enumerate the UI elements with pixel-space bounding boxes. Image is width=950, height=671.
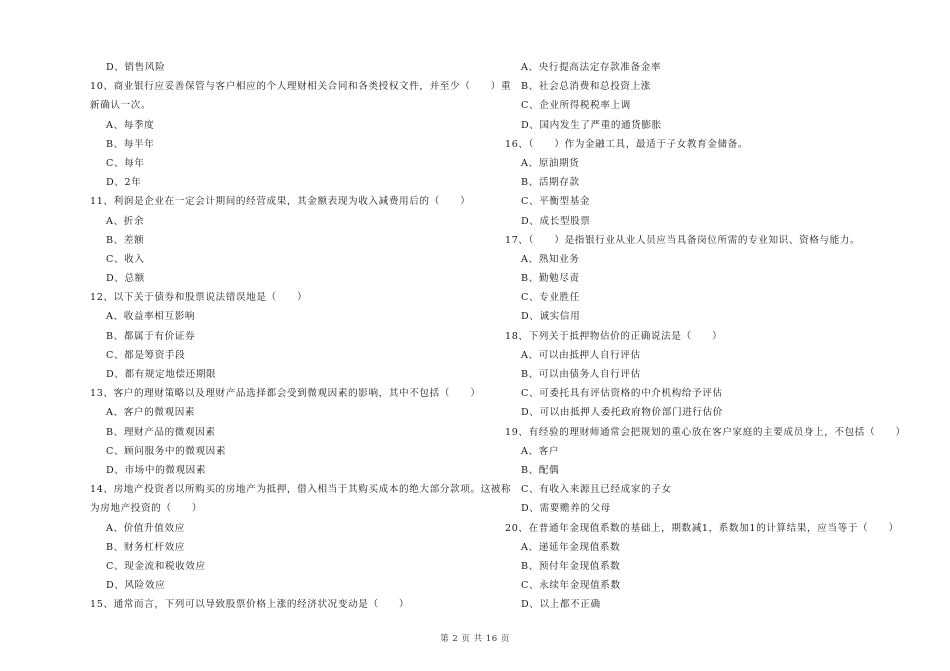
answer-option: A、递延年金现值系数 xyxy=(521,541,621,553)
answer-option: B、预付年金现值系数 xyxy=(521,560,621,572)
answer-option: D、国内发生了严重的通货膨胀 xyxy=(521,119,662,131)
answer-option: B、每半年 xyxy=(106,138,155,150)
answer-option: C、有收入来源且已经成家的子女 xyxy=(521,484,672,496)
answer-option: D、可以由抵押人委托政府物价部门进行估价 xyxy=(521,407,723,419)
answer-option: A、可以由抵押人自行评估 xyxy=(521,349,641,361)
answer-option: C、收入 xyxy=(106,253,145,265)
answer-option: C、永续年金现值系数 xyxy=(521,580,621,592)
answer-option: B、财务杠杆效应 xyxy=(106,541,186,553)
answer-option: D、以上都不正确 xyxy=(521,599,601,611)
question-text: 13、客户的理财策略以及理财产品选择都会受到微观因素的影响，其中不包括（ ） xyxy=(90,388,481,400)
answer-option: A、央行提高法定存款准备金率 xyxy=(521,62,662,73)
answer-option: A、客户 xyxy=(521,445,560,457)
answer-option: B、配偶 xyxy=(521,464,560,476)
question-text: 为房地产投资的（ ） xyxy=(90,503,203,515)
answer-option: C、现金流和税收效应 xyxy=(106,560,206,572)
answer-option: C、平衡型基金 xyxy=(521,196,591,208)
answer-option: D、总额 xyxy=(106,273,145,285)
answer-option: B、差额 xyxy=(106,234,145,246)
answer-option: A、价值升值效应 xyxy=(106,522,185,534)
question-text: 12、以下关于债券和股票说法错误地是（ ） xyxy=(90,292,308,304)
right-column xyxy=(505,58,905,614)
question-text: 19、有经验的理财师通常会把规划的重心放在客户家庭的主要成员身上，不包括（ ） xyxy=(505,426,906,438)
answer-option: B、理财产品的微观因素 xyxy=(106,426,216,438)
left-column xyxy=(90,58,512,614)
answer-option: B、可以由债务人自行评估 xyxy=(521,369,641,380)
answer-option: A、折余 xyxy=(106,215,145,227)
question-text: 14、房地产投资者以所购买的房地产为抵押，借入相当于其购买成本的绝大部分款项。这被称 xyxy=(90,484,512,496)
answer-option: C、企业所得税税率上调 xyxy=(521,100,631,112)
answer-option: C、专业胜任 xyxy=(521,292,580,304)
answer-option: B、都属于有价证券 xyxy=(106,330,196,342)
answer-option: A、熟知业务 xyxy=(521,253,580,265)
answer-option: D、成长型股票 xyxy=(521,215,591,227)
question-text: 15、通常而言，下列可以导致股票价格上涨的经济状况变动是（ ） xyxy=(90,599,410,611)
answer-option: C、可委托具有评估资格的中介机构给予评估 xyxy=(521,388,723,400)
answer-option: B、勤勉尽责 xyxy=(521,273,580,285)
question-text: 10、商业银行应妥善保管与客户相应的个人理财相关合同和各类授权文件，并至少（ ）重 xyxy=(90,81,512,93)
answer-option: A、原油期货 xyxy=(521,157,580,169)
answer-option: C、顾问服务中的微观因素 xyxy=(106,445,227,457)
answer-option: A、每季度 xyxy=(106,119,155,131)
answer-option: A、收益率相互影响 xyxy=(106,311,196,323)
answer-option: D、都有规定地偿还期限 xyxy=(106,369,217,380)
answer-option: B、活期存款 xyxy=(521,177,580,189)
answer-option: C、都是筹资手段 xyxy=(106,349,186,361)
question-text: 20、在普通年金现值系数的基础上，期数减1，系数加1的计算结果，应当等于（ ） xyxy=(505,522,899,534)
answer-option: A、客户的微观因素 xyxy=(106,407,196,419)
question-text: 16、（ ）作为金融工具，最适于子女教育金储备。 xyxy=(505,138,749,150)
answer-option: D、诚实信用 xyxy=(521,311,581,323)
page-footer: 第 2 页 共 16 页 xyxy=(440,634,510,644)
answer-option: D、市场中的微观因素 xyxy=(106,464,207,476)
question-text: 17、（ ）是指银行业从业人员应当具备岗位所需的专业知识、资格与能力。 xyxy=(505,234,861,246)
answer-option: C、每年 xyxy=(106,157,145,169)
answer-option: D、风险效应 xyxy=(106,580,166,592)
answer-option: D、需要赡养的父母 xyxy=(521,503,611,515)
answer-option: B、社会总消费和总投资上涨 xyxy=(521,81,651,93)
answer-option: D、2年 xyxy=(106,177,142,189)
question-text: 新确认一次。 xyxy=(90,100,152,112)
question-text: 11、利润是企业在一定会计期间的经营成果，其金额表现为收入减费用后的（ ） xyxy=(90,196,471,208)
answer-option: D、销售风险 xyxy=(106,62,166,73)
question-text: 18、下列关于抵押物估价的正确说法是（ ） xyxy=(505,330,723,342)
